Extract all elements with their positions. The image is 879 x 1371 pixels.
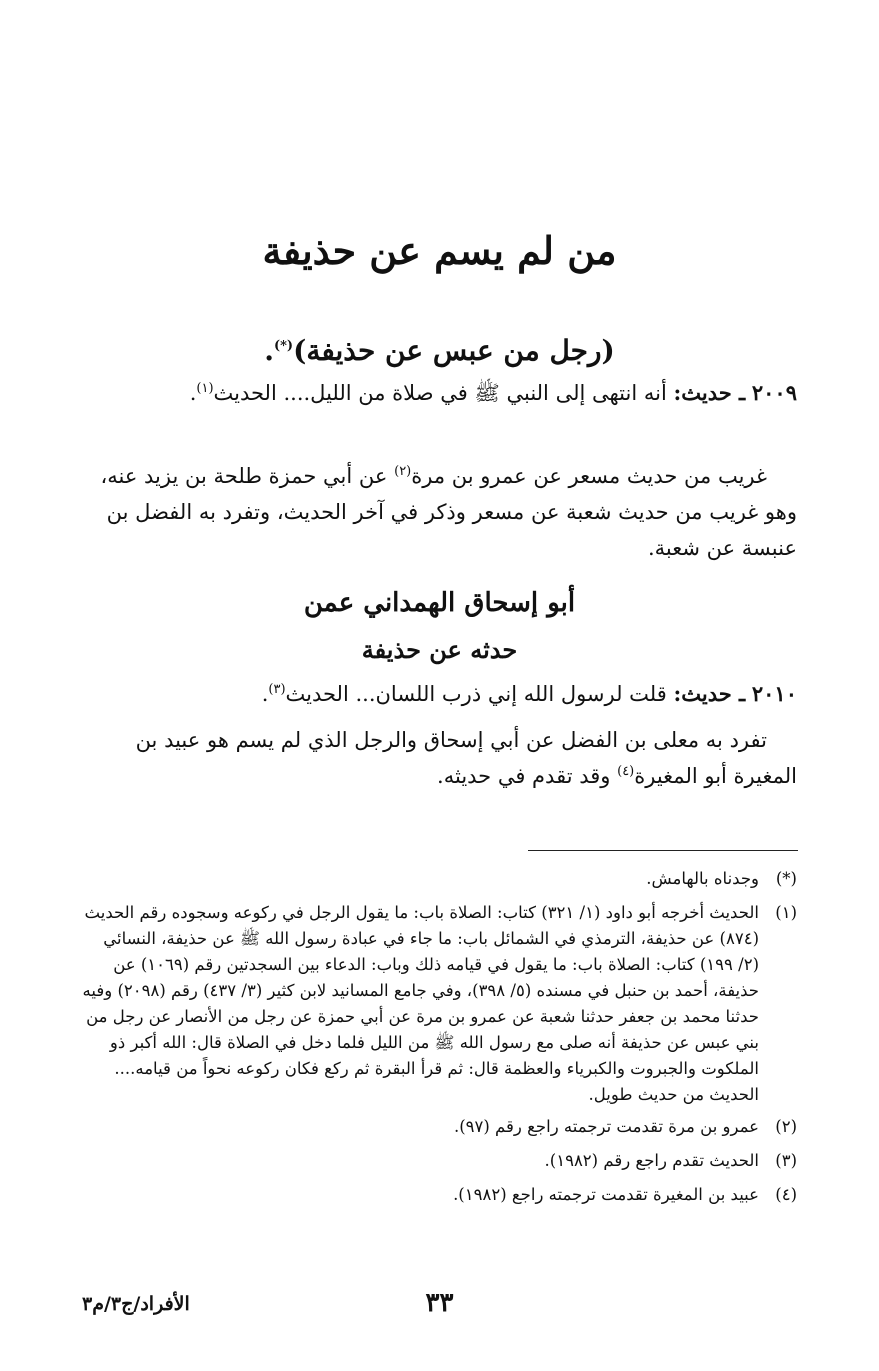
hadith-number: ٢٠٠٩ bbox=[751, 380, 797, 405]
section-subheading: حدثه عن حذيفة bbox=[361, 635, 518, 664]
paragraph-text-cont: وقد تقدم في حديثه. bbox=[437, 764, 618, 788]
footnote-separator bbox=[528, 850, 798, 851]
footnote-mark: (*) bbox=[775, 869, 797, 888]
section-heading-abu-ishaq: أبو إسحاق الهمداني عمن bbox=[303, 588, 576, 618]
footnote-mark: (٣) bbox=[775, 1151, 797, 1170]
page-number: ٣٣ bbox=[425, 1288, 454, 1318]
footnote-mark: (٤) bbox=[775, 1185, 797, 1204]
section-heading-text: (رجل من عبس عن حذيفة) bbox=[293, 334, 615, 367]
footnote-text: عمرو بن مرة تقدمت ترجمته راجع رقم (٩٧). bbox=[453, 1117, 759, 1136]
hadith-2010 bbox=[80, 676, 797, 712]
footnote-text: الحديث أخرجه أبو داود (١/ ٣٢١) كتاب: الصلاة باب: ما يقول الرجل في ركوعه وسجوده رقم الحديث (٨٧٤) عن حذيفة، الترمذي في الشمائل باب: ما جاء في عبادة رسول الله ﷺ عن حذيفة، النسائي (٢/ ١٩٩) كتاب: الصلاة باب: ما يقول في قيامه ذلك وباب: الدعاء بين السجدتين رقم (١٠٦٩) عن حذيفة، أحمد بن حنبل في مسنده (٥/ ٣٩٨)، وفي جامع المسانيد لابن كثير (٣/ ٤٣٧) رقم (٢٠٩٨) وفيه حدثنا محمد بن جعفر حدثنا شعبة عن عمرو بن مرة عن أبي حمزة عن رجل من الأنصار عن رجل من بني عبس عن حذيفة أنه صلى مع رسول الله ﷺ من الليل فلما دخل في الصلاة قال: الله أكبر ذو الملكوت والجبروت والكبرياء والعظمة قال: ثم قرأ البقرة ثم ركع فكان ركوعه نحواً من قيامه.... الحديث من حديث طويل. bbox=[82, 903, 759, 1104]
paragraph-text: غريب من حديث مسعر عن عمرو بن مرة bbox=[411, 464, 767, 488]
footnote-ref-star: (*) bbox=[273, 338, 294, 354]
hadith-term: ـ حديث: bbox=[673, 380, 746, 405]
chapter-title: من لم يسم عن حذيفة bbox=[262, 228, 617, 273]
footnote-4 bbox=[80, 1182, 797, 1208]
paragraph-text: تفرد به معلى بن الفضل عن أبي إسحاق والرجل الذي لم يسم هو عبيد بن المغيرة أبو المغيرة bbox=[135, 728, 797, 788]
footnote-text: عبيد بن المغيرة تقدمت ترجمته راجع (١٩٨٢). bbox=[453, 1185, 759, 1204]
commentary-paragraph-2009 bbox=[80, 458, 797, 566]
hadith-text: أنه انتهى إلى النبي ﷺ في صلاة من الليل.... الحديث bbox=[213, 381, 667, 405]
footnote-text: الحديث تقدم راجع رقم (١٩٨٢). bbox=[544, 1151, 759, 1170]
footnote-ref-4: (٤) bbox=[617, 764, 635, 779]
section-heading-rajul-min-abs bbox=[60, 330, 819, 372]
footnote-ref-2: (٢) bbox=[394, 464, 412, 479]
hadith-number: ٢٠١٠ bbox=[751, 681, 797, 706]
hadith-2009 bbox=[80, 375, 797, 411]
footnotes bbox=[80, 866, 797, 1216]
footnote-ref-1: (١) bbox=[196, 381, 214, 396]
hadith-text: قلت لرسول الله إني ذرب اللسان... الحديث bbox=[285, 682, 667, 706]
signature-mark: الأفراد/ج٣/م٣ bbox=[82, 1293, 190, 1315]
footnote-3 bbox=[80, 1148, 797, 1174]
footnote-text: وجدناه بالهامش. bbox=[646, 869, 759, 888]
hadith-period: . bbox=[189, 381, 197, 405]
hadith-period: . bbox=[261, 682, 269, 706]
footnote-ref-3: (٣) bbox=[268, 682, 286, 697]
heading-period: . bbox=[264, 334, 274, 367]
footnote-mark: (١) bbox=[775, 903, 797, 922]
footnote-mark: (٢) bbox=[775, 1117, 797, 1136]
footnote-2 bbox=[80, 1114, 797, 1140]
footnote-1 bbox=[80, 900, 797, 1108]
commentary-paragraph-2010 bbox=[80, 722, 797, 794]
hadith-term: ـ حديث: bbox=[673, 681, 746, 706]
footnote-star bbox=[80, 866, 797, 892]
paragraph-text-cont: عن أبي حمزة طلحة بن يزيد عنه، وهو غريب من حديث شعبة عن مسعر وذكر في آخر الحديث، وتفرد به الفضل بن عنبسة عن شعبة. bbox=[100, 464, 797, 560]
